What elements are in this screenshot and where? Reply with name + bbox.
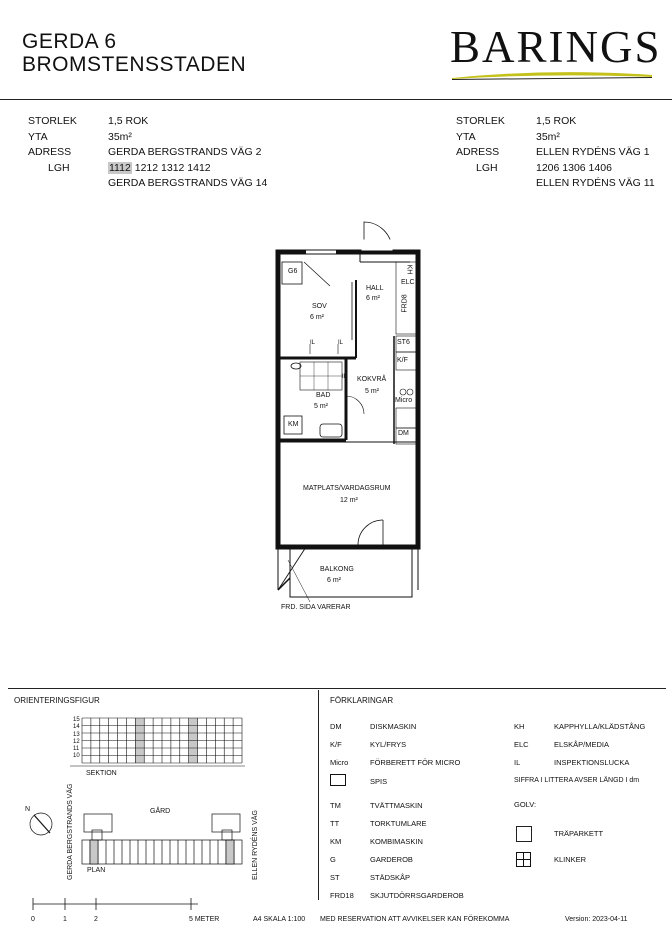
site-plan bbox=[22, 800, 252, 875]
highlighted-unit bbox=[135, 741, 144, 749]
il-label-2: IL bbox=[338, 340, 344, 346]
section-grid bbox=[70, 716, 245, 768]
storlek-value: 1,5 ROK bbox=[108, 115, 149, 127]
bad-label: BAD bbox=[316, 392, 331, 399]
sov-label: SOV bbox=[312, 303, 327, 310]
legend-text: KOMBIMASKIN bbox=[370, 837, 423, 846]
highlighted-unit bbox=[135, 733, 144, 741]
legend-text: STÄDSKÅP bbox=[370, 873, 411, 882]
legend-col1 bbox=[330, 718, 464, 905]
balkong-label: BALKONG bbox=[320, 566, 354, 573]
legend-code: ST bbox=[330, 873, 340, 882]
frd-note: FRD. SIDA VARERAR bbox=[281, 604, 351, 611]
lgh-values: 1212 1312 1412 bbox=[134, 161, 211, 174]
legend-code: FRD18 bbox=[330, 891, 354, 900]
legend-text: TORKTUMLARE bbox=[370, 819, 427, 828]
matplats-area: 12 m² bbox=[340, 497, 358, 504]
scale-0: 0 bbox=[31, 916, 35, 923]
highlighted-unit bbox=[135, 726, 144, 734]
gard-label: GÅRD bbox=[150, 808, 171, 815]
siffra-note: SIFFRA I LITTERA AVSER LÄNGD I dm bbox=[514, 777, 640, 784]
legend-code: TM bbox=[330, 801, 341, 810]
barings-logo: BARINGS bbox=[450, 22, 662, 72]
highlighted-unit bbox=[135, 756, 144, 764]
plan-highlighted-unit bbox=[90, 840, 98, 864]
storlek-label: STORLEK bbox=[456, 115, 505, 127]
adress-label: ADRESS bbox=[28, 146, 72, 158]
il-label-1: IL bbox=[310, 340, 316, 346]
il-label-3: IL bbox=[342, 374, 348, 380]
scale-1: 1 bbox=[63, 916, 67, 923]
legend-code: TT bbox=[330, 819, 340, 828]
highlighted-unit bbox=[189, 748, 198, 756]
highlighted-unit bbox=[189, 718, 198, 726]
bottom-vertical-divider bbox=[318, 690, 319, 900]
storlek-label: STORLEK bbox=[28, 115, 77, 127]
yta-value: 35m² bbox=[108, 130, 132, 143]
highlighted-unit bbox=[189, 733, 198, 741]
klinker-label: KLINKER bbox=[554, 855, 587, 864]
floor-10: 10 bbox=[73, 753, 80, 760]
kh-label: KH bbox=[405, 264, 413, 275]
st6-label: ST6 bbox=[397, 339, 410, 346]
plan-highlighted-unit bbox=[226, 840, 234, 864]
legend-text: SKJUTDÖRRSGARDEROB bbox=[370, 891, 464, 900]
highlighted-unit bbox=[189, 726, 198, 734]
km-label: KM bbox=[288, 421, 299, 428]
kokvra-label: KOKVRÅ bbox=[357, 376, 387, 383]
bad-area: 5 m² bbox=[314, 403, 328, 410]
g6-label: G6 bbox=[288, 268, 298, 275]
storlek-value: 1,5 ROK bbox=[536, 115, 577, 127]
floor-13: 13 bbox=[73, 731, 80, 738]
frd8-label: FRD8 bbox=[401, 294, 409, 313]
project-title: GERDA 6 bbox=[22, 30, 117, 53]
scale-bar bbox=[28, 896, 208, 912]
adress2-value: ELLEN RYDÉNS VÄG 11 bbox=[536, 177, 655, 189]
sektion-label: SEKTION bbox=[86, 770, 117, 777]
lgh-label: LGH bbox=[48, 161, 70, 174]
street-left: GERDA BERGSTRANDS VÄG bbox=[67, 783, 74, 880]
floor-11: 11 bbox=[73, 746, 80, 753]
project-subtitle: BROMSTENSSTADEN bbox=[22, 53, 247, 76]
highlighted-unit bbox=[189, 741, 198, 749]
yta-label: YTA bbox=[28, 130, 48, 143]
legend-heading: FÖRKLARINGAR bbox=[330, 696, 394, 705]
legend-text: ELSKÅP/MEDIA bbox=[554, 740, 610, 749]
version-text: Version: 2023-04-11 bbox=[565, 916, 628, 923]
legend-text: KYL/FRYS bbox=[370, 740, 407, 749]
legend-col2 bbox=[514, 718, 645, 814]
adress-value: GERDA BERGSTRANDS VÄG 2 bbox=[108, 146, 262, 158]
legend-code: KH bbox=[514, 722, 525, 731]
golv-label: GOLV: bbox=[514, 800, 537, 809]
street-right: ELLEN RYDÉNS VÄG bbox=[252, 810, 259, 880]
yta-value: 35m² bbox=[536, 130, 560, 143]
orientation-heading: ORIENTERINGSFIGUR bbox=[14, 696, 100, 705]
legend-code: KM bbox=[330, 837, 342, 846]
sov-area: 6 m² bbox=[310, 314, 324, 321]
kf-label: K/F bbox=[397, 357, 408, 364]
klinker-swatch bbox=[516, 852, 532, 868]
floor-15: 15 bbox=[73, 717, 80, 723]
micro-label: Micro bbox=[395, 397, 413, 404]
yta-label: YTA bbox=[456, 130, 476, 143]
highlighted-unit bbox=[135, 748, 144, 756]
legend-text: INSPEKTIONSLUCKA bbox=[554, 758, 630, 767]
highlighted-unit bbox=[189, 756, 198, 764]
plan-label: PLAN bbox=[87, 867, 106, 874]
hall-area: 6 m² bbox=[366, 295, 380, 302]
legend-text: KAPPHYLLA/KLÄDSTÅNG bbox=[554, 722, 646, 731]
kokvra-area: 5 m² bbox=[365, 388, 379, 395]
legend-code: ELC bbox=[514, 740, 529, 749]
legend-text: SPIS bbox=[370, 777, 388, 786]
adress-label: ADRESS bbox=[456, 146, 500, 158]
floor-labels bbox=[73, 717, 80, 761]
reservation-text: MED RESERVATION ATT AVVIKELSER KAN FÖREKOMMA bbox=[320, 916, 510, 923]
lgh-label: LGH bbox=[476, 161, 498, 174]
adress2-value: GERDA BERGSTRANDS VÄG 14 bbox=[108, 177, 268, 189]
legend-text: TVÄTTMASKIN bbox=[370, 801, 423, 810]
highlighted-unit bbox=[135, 718, 144, 726]
skala-text: A4 SKALA 1:100 bbox=[253, 916, 306, 923]
north-label: N bbox=[25, 806, 31, 813]
stove-icon bbox=[330, 774, 346, 786]
matplats-label: MATPLATS/VARDAGSRUM bbox=[303, 485, 391, 492]
legend-code: Micro bbox=[330, 758, 349, 767]
scale-2: 2 bbox=[94, 916, 98, 923]
legend-code: G bbox=[330, 855, 336, 864]
legend-text: FÖRBERETT FÖR MICRO bbox=[370, 758, 461, 767]
legend-code: IL bbox=[514, 758, 521, 767]
elc-label: ELC bbox=[401, 279, 415, 286]
floor-12: 12 bbox=[73, 738, 80, 745]
legend-text: GARDEROB bbox=[370, 855, 413, 864]
balkong-area: 6 m² bbox=[327, 577, 341, 584]
bottom-divider bbox=[8, 688, 666, 689]
traparkett-label: TRÄPARKETT bbox=[554, 829, 604, 838]
floor-14: 14 bbox=[73, 724, 80, 731]
scale-5: 5 METER bbox=[189, 916, 220, 923]
legend-code: DM bbox=[330, 722, 342, 731]
lgh-values: 1206 1306 1406 bbox=[536, 161, 612, 174]
hall-label: HALL bbox=[366, 285, 384, 292]
traparkett-swatch bbox=[516, 826, 532, 842]
adress-value: ELLEN RYDÉNS VÄG 1 bbox=[536, 146, 650, 158]
dm-label: DM bbox=[398, 430, 409, 437]
legend-text: DISKMASKIN bbox=[370, 722, 417, 731]
legend-code: K/F bbox=[330, 740, 342, 749]
lgh-highlight: 1112 bbox=[109, 161, 131, 174]
